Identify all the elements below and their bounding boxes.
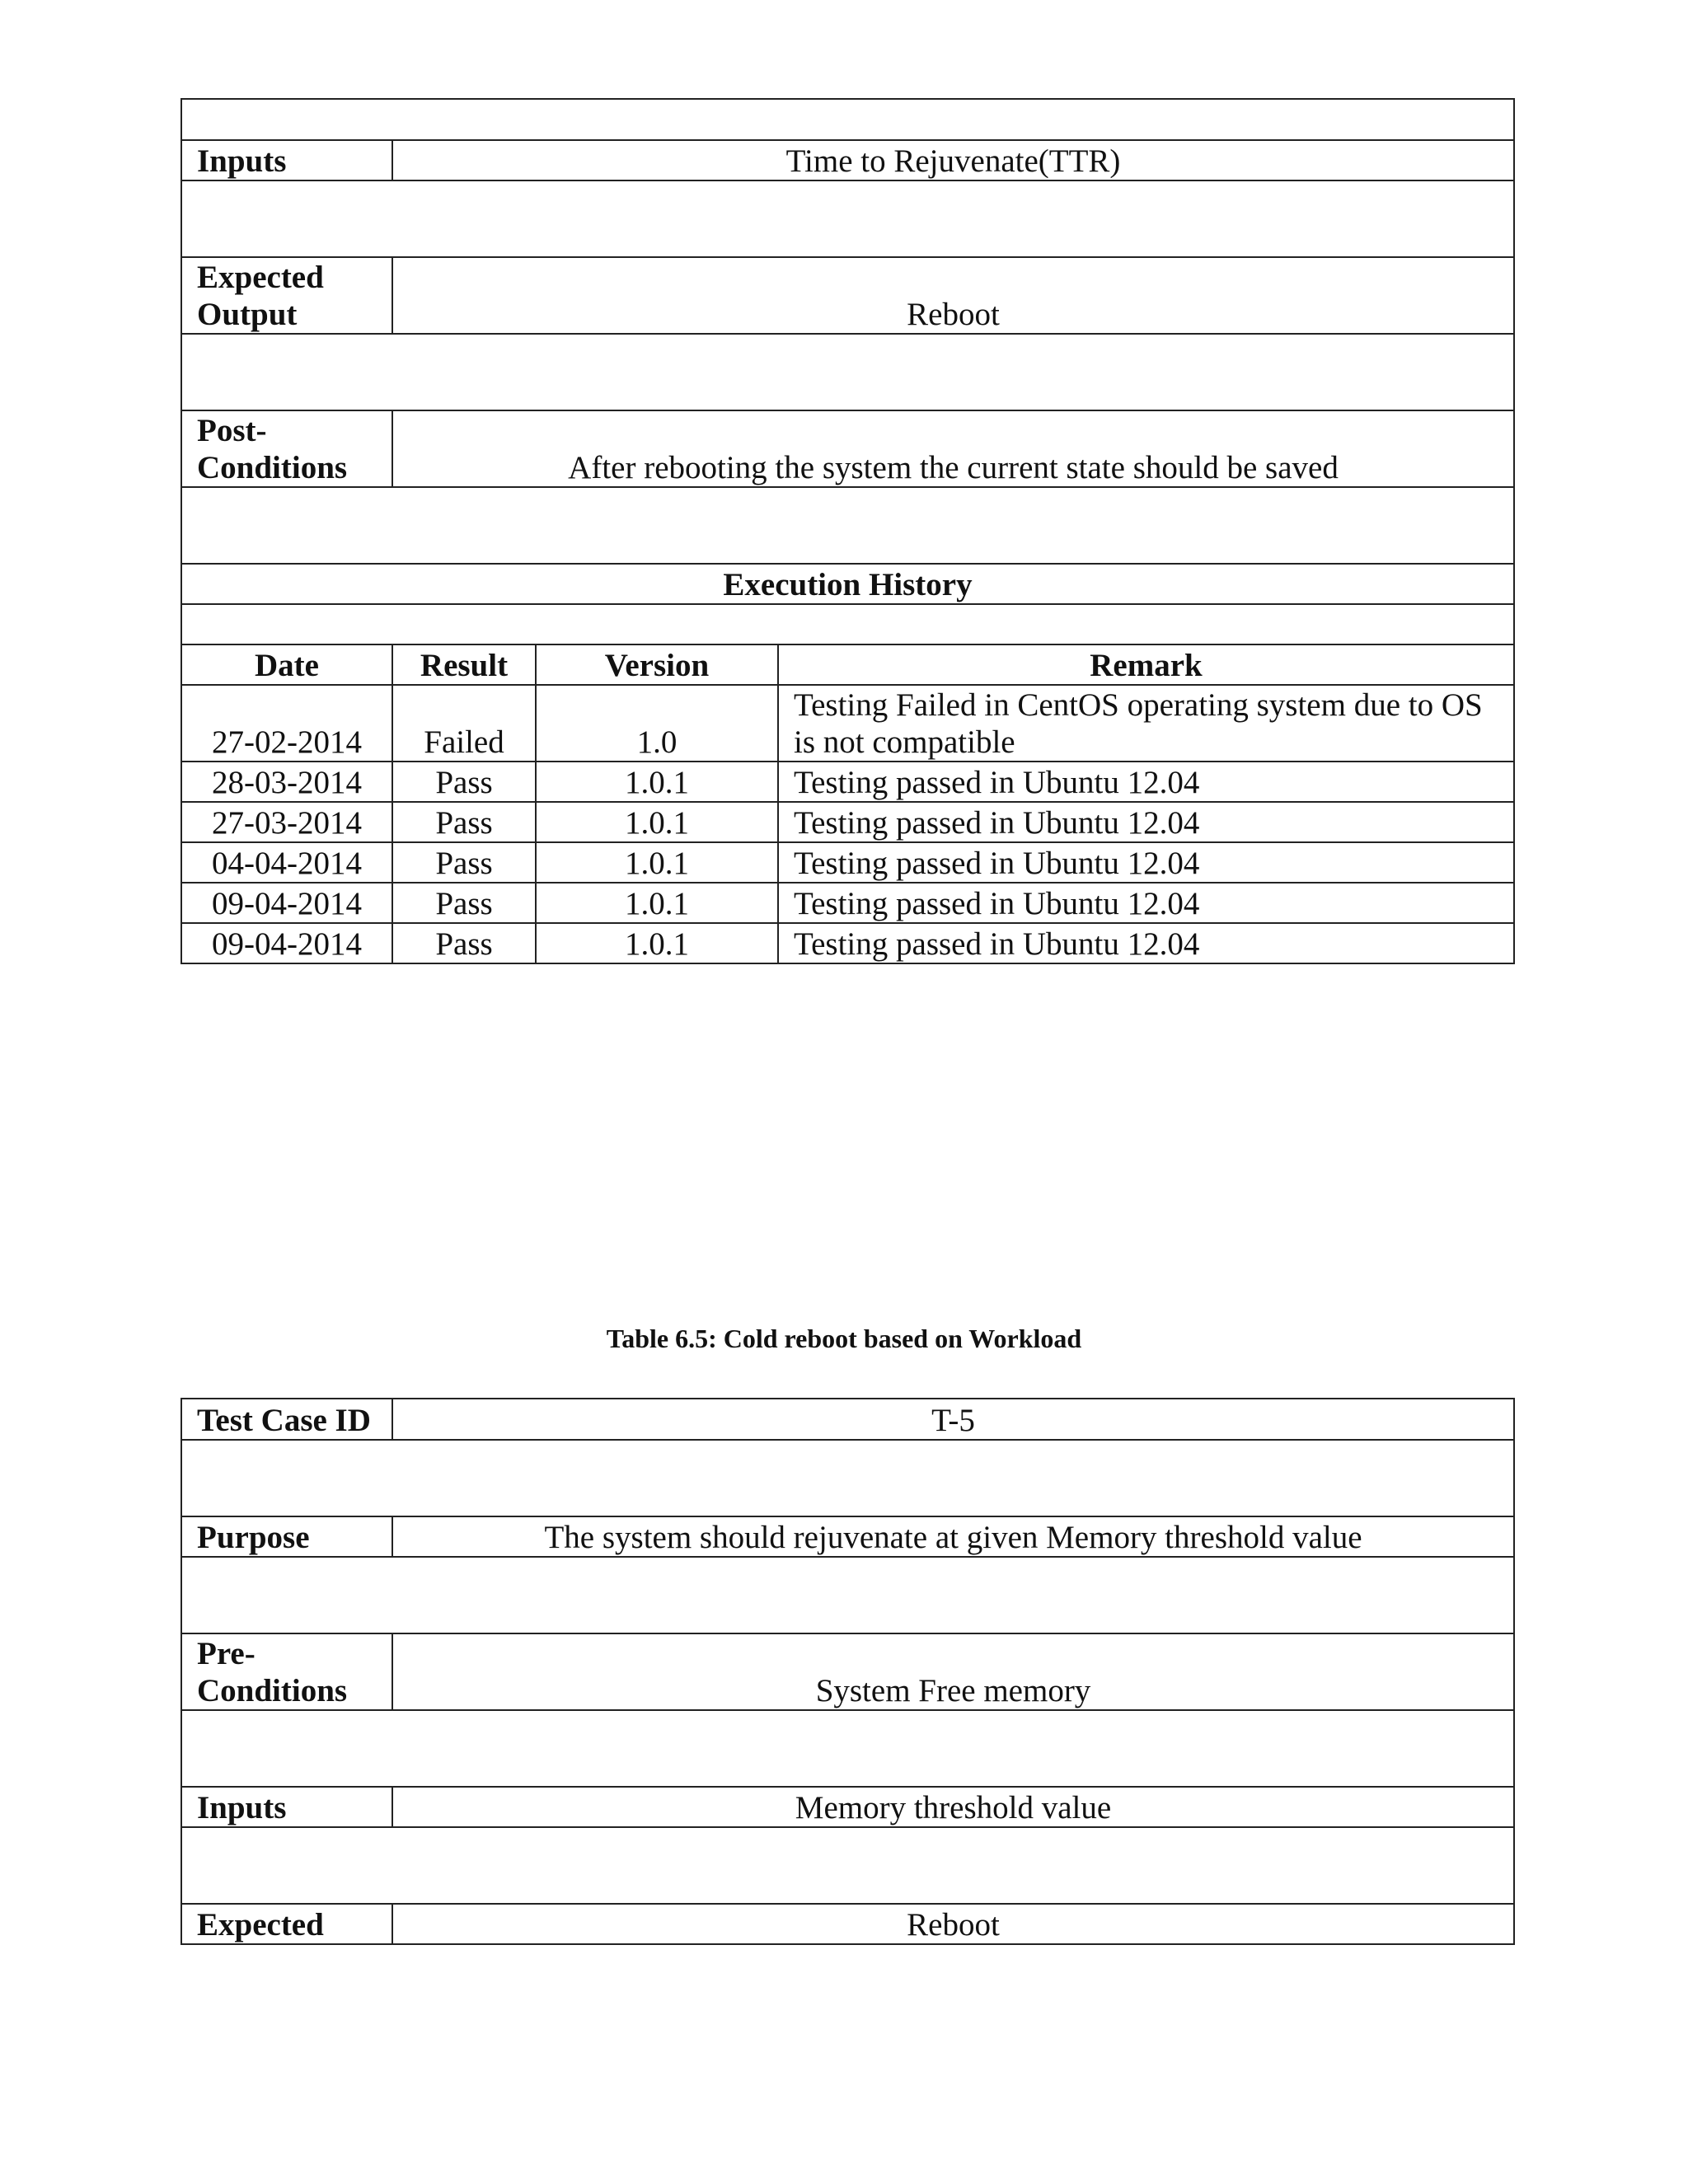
history-remark: Testing passed in Ubuntu 12.04 bbox=[778, 762, 1514, 802]
history-result: Pass bbox=[392, 762, 536, 802]
post-conditions-row bbox=[181, 410, 1514, 487]
history-remark: Testing passed in Ubuntu 12.04 bbox=[778, 923, 1514, 963]
history-result: Failed bbox=[392, 685, 536, 762]
history-date: 27-02-2014 bbox=[181, 685, 392, 762]
history-date: 09-04-2014 bbox=[181, 923, 392, 963]
empty-row bbox=[181, 1557, 1514, 1633]
history-version: 1.0.1 bbox=[536, 802, 778, 842]
expected-output-row bbox=[181, 257, 1514, 334]
empty-row bbox=[181, 1440, 1514, 1516]
pre-conditions-value: System Free memory bbox=[392, 1633, 1514, 1710]
column-header-date: Date bbox=[181, 644, 392, 685]
history-remark: Testing passed in Ubuntu 12.04 bbox=[778, 842, 1514, 883]
expected-row bbox=[181, 1904, 1514, 1944]
history-result: Pass bbox=[392, 883, 536, 923]
empty-row bbox=[181, 1710, 1514, 1787]
history-row bbox=[181, 762, 1514, 802]
history-version: 1.0.1 bbox=[536, 762, 778, 802]
inputs-label: Inputs bbox=[181, 1787, 392, 1827]
empty-row bbox=[181, 334, 1514, 410]
history-row bbox=[181, 802, 1514, 842]
test-case-table bbox=[181, 1398, 1515, 1945]
empty-row bbox=[181, 604, 1514, 644]
history-date: 28-03-2014 bbox=[181, 762, 392, 802]
pre-conditions-label: Pre- Conditions bbox=[181, 1633, 392, 1710]
history-date: 09-04-2014 bbox=[181, 883, 392, 923]
pre-conditions-row bbox=[181, 1633, 1514, 1710]
test-case-id-value: T-5 bbox=[392, 1399, 1514, 1440]
expected-label: Expected bbox=[181, 1904, 392, 1944]
column-header-remark: Remark bbox=[778, 644, 1514, 685]
empty-row bbox=[181, 99, 1514, 140]
history-result: Pass bbox=[392, 923, 536, 963]
inputs-value: Memory threshold value bbox=[392, 1787, 1514, 1827]
history-remark: Testing passed in Ubuntu 12.04 bbox=[778, 802, 1514, 842]
history-date: 27-03-2014 bbox=[181, 802, 392, 842]
history-remark: Testing Failed in CentOS operating system due to OS is not compatible bbox=[778, 685, 1514, 762]
purpose-label: Purpose bbox=[181, 1516, 392, 1557]
history-version: 1.0.1 bbox=[536, 842, 778, 883]
inputs-value: Time to Rejuvenate(TTR) bbox=[392, 140, 1514, 180]
inputs-label: Inputs bbox=[181, 140, 392, 180]
test-case-id-row bbox=[181, 1399, 1514, 1440]
history-version: 1.0.1 bbox=[536, 883, 778, 923]
expected-output-label: Expected Output bbox=[181, 257, 392, 334]
history-version: 1.0 bbox=[536, 685, 778, 762]
empty-row bbox=[181, 180, 1514, 257]
history-header-row bbox=[181, 644, 1514, 685]
inputs-row bbox=[181, 140, 1514, 180]
history-row bbox=[181, 923, 1514, 963]
purpose-value: The system should rejuvenate at given Memory threshold value bbox=[392, 1516, 1514, 1557]
expected-output-value: Reboot bbox=[392, 257, 1514, 334]
post-conditions-label: Post- Conditions bbox=[181, 410, 392, 487]
table-caption: Table 6.5: Cold reboot based on Workload bbox=[606, 1324, 1082, 1353]
execution-history-title: Execution History bbox=[181, 564, 1514, 604]
history-row bbox=[181, 883, 1514, 923]
inputs-row bbox=[181, 1787, 1514, 1827]
history-date: 04-04-2014 bbox=[181, 842, 392, 883]
history-version: 1.0.1 bbox=[536, 923, 778, 963]
column-header-version: Version bbox=[536, 644, 778, 685]
test-case-id-label: Test Case ID bbox=[181, 1399, 392, 1440]
expected-value: Reboot bbox=[392, 1904, 1514, 1944]
post-conditions-value: After rebooting the system the current state should be saved bbox=[392, 410, 1514, 487]
column-header-result: Result bbox=[392, 644, 536, 685]
purpose-row bbox=[181, 1516, 1514, 1557]
history-result: Pass bbox=[392, 842, 536, 883]
history-result: Pass bbox=[392, 802, 536, 842]
history-row bbox=[181, 685, 1514, 762]
empty-row bbox=[181, 1827, 1514, 1904]
section-title-row bbox=[181, 564, 1514, 604]
history-remark: Testing passed in Ubuntu 12.04 bbox=[778, 883, 1514, 923]
test-case-table-continued bbox=[181, 98, 1515, 964]
empty-row bbox=[181, 487, 1514, 564]
history-row bbox=[181, 842, 1514, 883]
